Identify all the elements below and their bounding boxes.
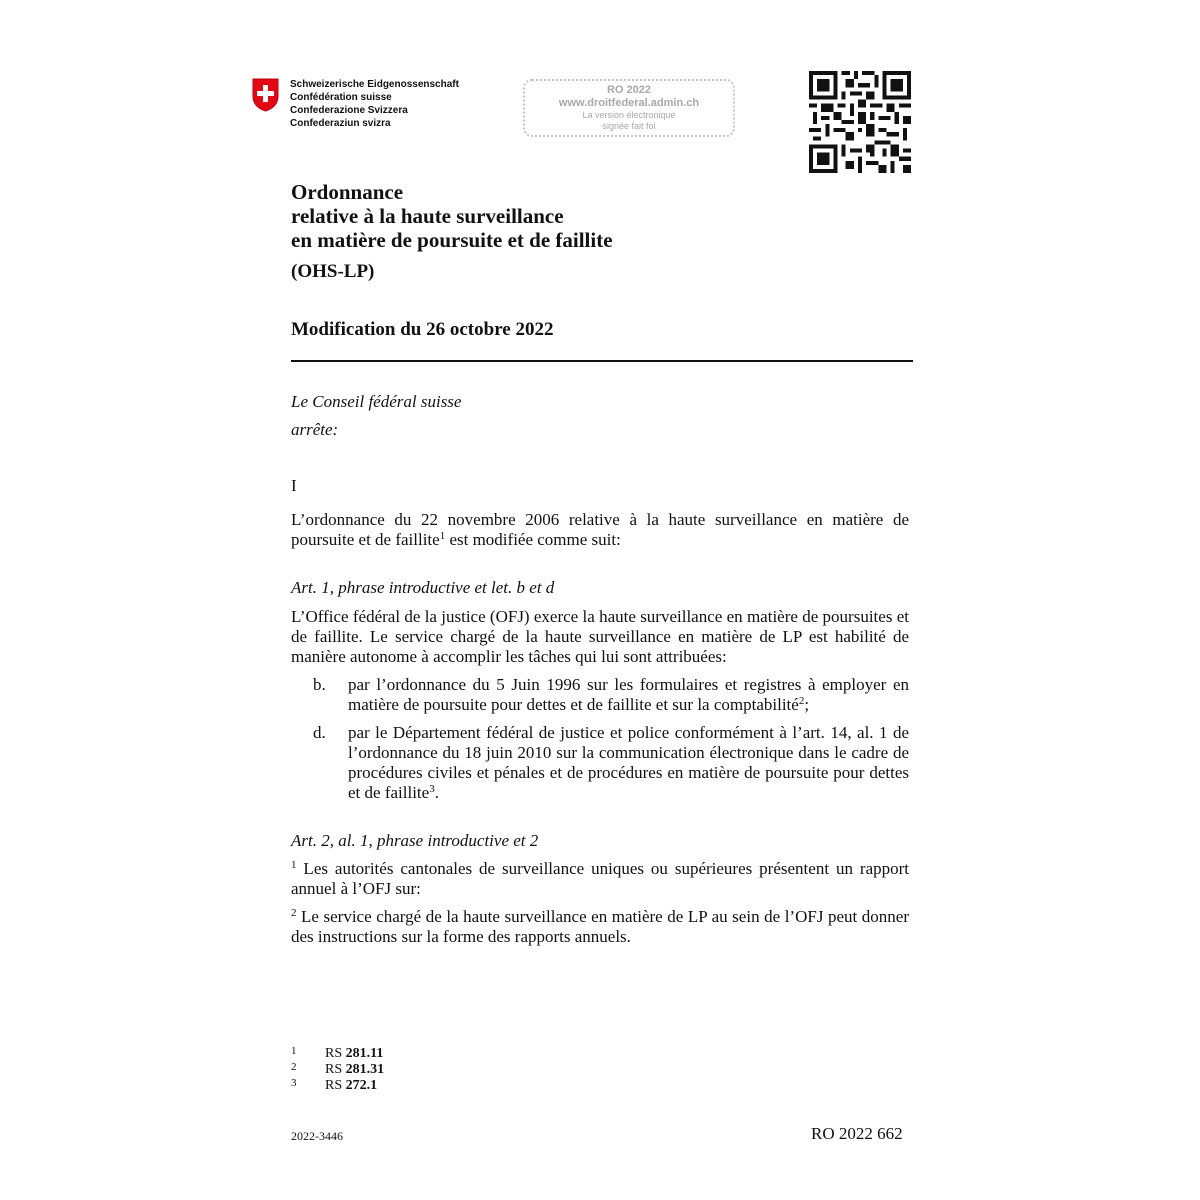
footnote-number: 2 <box>291 1061 297 1073</box>
modification-date: Modification du 26 octobre 2022 <box>291 319 554 340</box>
stamp-url: www.droitfederal.admin.ch <box>558 97 700 109</box>
footnote-reference: 272.1 <box>345 1078 378 1093</box>
footnote-text <box>325 1062 384 1078</box>
name-fr: Confédération suisse <box>290 92 392 103</box>
item-body: par le Département fédéral de justice et police conformément à l’art. 14, al. 1 de l’ordonnance du 18 juin 2010 sur la communication électronique dans le cadre de procédures civiles et pénales et de procédures en matière de poursuite pour dettes et de faillite <box>348 723 909 802</box>
divider <box>291 360 913 362</box>
item-label: b. <box>313 675 326 694</box>
preamble-council: Le Conseil fédéral suisse <box>291 392 462 411</box>
footnote-ref-1[interactable]: 1 <box>439 530 446 542</box>
footnote-number: 3 <box>291 1077 297 1089</box>
footnote-ref-3[interactable]: 3 <box>429 783 435 795</box>
title-abbreviation: (OHS-LP) <box>291 261 375 282</box>
list-item <box>291 675 909 719</box>
article-2-paragraph-2 <box>291 907 909 947</box>
article-1-text: L’Office fédéral de la justice (OFJ) exerce la haute surveillance en matière de poursuites et de faillite. Le service chargé de la haute surveillance en matière de LP est habilité de manière autonome à accomplir les tâches qui lui sont attribuées: <box>291 607 909 666</box>
footnote-text <box>325 1046 383 1062</box>
article-2-heading: Art. 2, al. 1, phrase introductive et 2 <box>291 831 539 850</box>
footnote-reference: 281.31 <box>345 1062 385 1077</box>
item-body: par l’ordonnance du 5 Juin 1996 sur les formulaires et registres à employer en matière de poursuite pour dettes et de faillite et sur la comptabilité <box>348 675 909 714</box>
intro-text: L’ordonnance du 22 novembre 2006 relative à la haute surveillance en matière de poursuite et de faillite <box>291 510 909 549</box>
electronic-signature-stamp <box>523 79 735 137</box>
confederation-logo <box>252 78 492 138</box>
article-2-paragraph-1 <box>291 859 909 899</box>
paragraph-text: Le service chargé de la haute surveillance en matière de LP au sein de l’OFJ peut donner des instructions sur la forme des rapports annuels. <box>291 907 909 946</box>
name-de: Schweizerische Eidgenossenschaft <box>290 79 459 90</box>
intro-end: est modifiée comme suit: <box>445 530 621 549</box>
title-line2: relative à la haute surveillance <box>291 204 564 228</box>
footnote-prefix: RS <box>325 1046 346 1061</box>
section-intro <box>291 510 909 550</box>
article-1-heading: Art. 1, phrase introductive et let. b et d <box>291 578 555 597</box>
item-end: . <box>434 783 439 802</box>
ro-number: RO 2022 662 <box>811 1124 903 1143</box>
footnote-ref-2[interactable]: 2 <box>798 695 805 707</box>
title-line3: en matière de poursuite et de faillite <box>291 228 613 252</box>
stamp-line1: RO 2022 <box>606 84 652 96</box>
section-number: I <box>291 476 297 495</box>
footnote-text <box>325 1078 377 1094</box>
stamp-line4: signée fait foi <box>602 121 656 131</box>
paragraph-number: 1 <box>291 859 297 871</box>
stamp-line3: La version électronique <box>582 110 676 120</box>
confederation-names <box>290 78 459 130</box>
name-it: Confederazione Svizzera <box>290 105 408 116</box>
document-title <box>291 180 613 252</box>
qr-code-icon <box>809 71 911 173</box>
name-rm: Confederaziun svizra <box>290 118 391 129</box>
document-number: 2022-3446 <box>291 1129 343 1143</box>
footnote-prefix: RS <box>325 1062 346 1077</box>
item-text <box>348 675 909 715</box>
item-label: d. <box>313 723 326 742</box>
paragraph-text: Les autorités cantonales de surveillance uniques ou supérieures présentent un rapport annuel à l’OFJ sur: <box>291 859 909 898</box>
paragraph-number: 2 <box>291 907 297 919</box>
swiss-cross-icon <box>252 78 279 112</box>
footnote-number: 1 <box>291 1045 297 1057</box>
item-end: ; <box>804 695 810 714</box>
footnote-prefix: RS <box>325 1078 346 1093</box>
footnote-reference: 281.11 <box>345 1046 384 1061</box>
item-text <box>348 723 909 803</box>
list-item <box>291 723 909 808</box>
preamble-decree: arrête: <box>291 420 339 439</box>
title-line1: Ordonnance <box>291 180 404 204</box>
